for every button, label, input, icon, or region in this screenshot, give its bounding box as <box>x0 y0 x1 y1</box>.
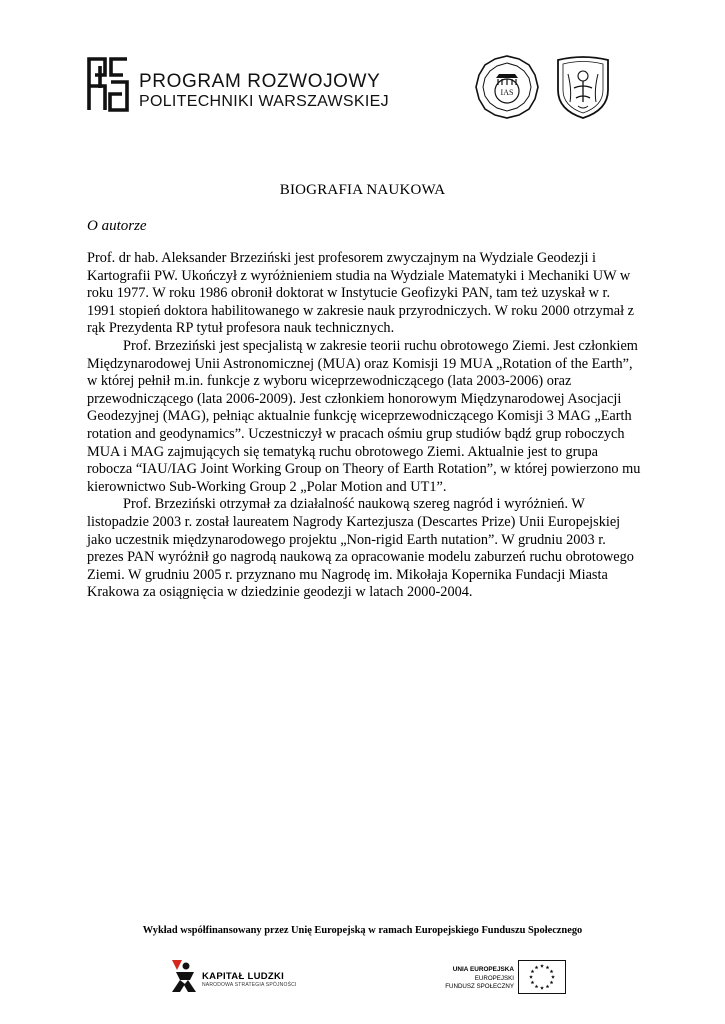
text-line: Ziemi. W grudniu 2005 r. przyznano mu Nagrodę im. Mikołaja Kopernika Fundacji Miasta <box>87 566 608 583</box>
program-subtitle: POLITECHNIKI WARSZAWSKIEJ <box>139 93 389 110</box>
text-line: Krakowa za osiągnięcia w dziedzinie geodezji w latach 2000-2004. <box>87 584 473 601</box>
text-line: MUA i MAG zajmujących się tematyką ruchu obrotowego Ziemi. Aktualnie jest to grupa <box>87 443 598 460</box>
text-line: roku 1977. W roku 1986 obronił doktorat w Instytucie Geofizyki PAN, tam też uzyskał w r. <box>87 285 611 302</box>
text-line: rotation and geodynamics”. Uczestniczył w pracach ośmiu grup studiów bądź grup roboczych <box>87 425 625 442</box>
text-line: listopadzie 2003 r. został laureatem Nagrody Kartezjusza (Descartes Prize) Unii Europejskiej <box>87 513 621 530</box>
biography-text <box>87 250 657 602</box>
eu-line-1: UNIA EUROPEJSKA <box>452 966 514 973</box>
text-line: rąk Prezydenta RP tytuł profesora nauk technicznych. <box>87 320 395 337</box>
text-line: Prof. Brzeziński otrzymał za działalność naukową szereg nagród i wyróżnień. W <box>123 496 585 513</box>
text-line: kierownictwo Sub-Working Group 2 „Polar Motion and UT1”. <box>87 478 447 495</box>
document-title: BIOGRAFIA NAUKOWA <box>279 182 446 198</box>
eu-fund-label <box>430 966 514 992</box>
program-title: PROGRAM ROZWOJOWY <box>139 71 381 92</box>
text-line: Kartografii PW. Ukończył z wyróżnieniem studia na Wydziale Matematyki i Mechaniki UW w <box>87 267 631 284</box>
text-line: w której pełnił m.in. funkcje z wyboru wiceprzewodniczącego (lata 2003-2006) oraz <box>87 373 572 390</box>
society-seal-icon <box>474 54 540 120</box>
paragraph-1 <box>87 250 657 338</box>
eu-flag-icon <box>518 960 566 994</box>
text-line: robocza “IAU/IAG Joint Working Group on Theory of Earth Rotation”, w której powierzono mu <box>87 461 641 478</box>
eu-line-3: FUNDUSZ SPOŁECZNY <box>445 983 514 990</box>
paragraph-3 <box>87 496 657 602</box>
text-line: prezes PAN wyróżnił go nagrodą naukową za opracowanie modelu zaburzeń ruchu obrotowego <box>87 549 634 566</box>
kapital-ludzki-subtitle: NARODOWA STRATEGIA SPÓJNOŚCI <box>202 982 297 988</box>
cofinancing-note: Wykład współfinansowany przez Unię Europejską w ramach Europejskiego Funduszu Społecznego <box>142 925 583 936</box>
university-seal-icon <box>552 54 614 120</box>
eu-line-2: EUROPEJSKI <box>474 974 514 982</box>
kapital-ludzki-title: KAPITAŁ LUDZKI <box>202 971 285 982</box>
paragraph-2 <box>87 338 657 496</box>
seal-lettering: IAS <box>500 88 514 97</box>
page-header <box>0 0 725 130</box>
kapital-ludzki-logo-icon <box>168 958 200 994</box>
text-line: Międzynarodowej Unii Astronomicznej (MUA) oraz Komisji 19 MUA „Rotation of the Earth”, <box>87 355 633 372</box>
text-line: jako uczestnik międzynarodowego projektu „Non-rigid Earth nutation”. W grudniu 2003 r. <box>87 531 606 548</box>
text-line: Prof. dr hab. Aleksander Brzeziński jest profesorem zwyczajnym na Wydziale Geodezji i <box>87 250 597 266</box>
pw-monogram-logo <box>86 56 130 112</box>
section-heading: O autorze <box>87 218 147 234</box>
text-line: 1991 stopień doktora habilitowanego w zakresie nauk przyrodniczych. W roku 2000 otrzymał z <box>87 302 634 319</box>
text-line: Prof. Brzeziński jest specjalistą w zakresie teorii ruchu obrotowego Ziemi. Jest członkiem <box>123 337 638 354</box>
text-line: przewodniczącego (lata 2006-2009). Jest członkiem honorowym Międzynarodowej Asocjacji <box>87 390 622 407</box>
text-line: Geodezyjnej (MAG), pełniąc aktualnie funkcję wiceprzewodniczącego Komisji 3 MAG „Earth <box>87 408 632 425</box>
